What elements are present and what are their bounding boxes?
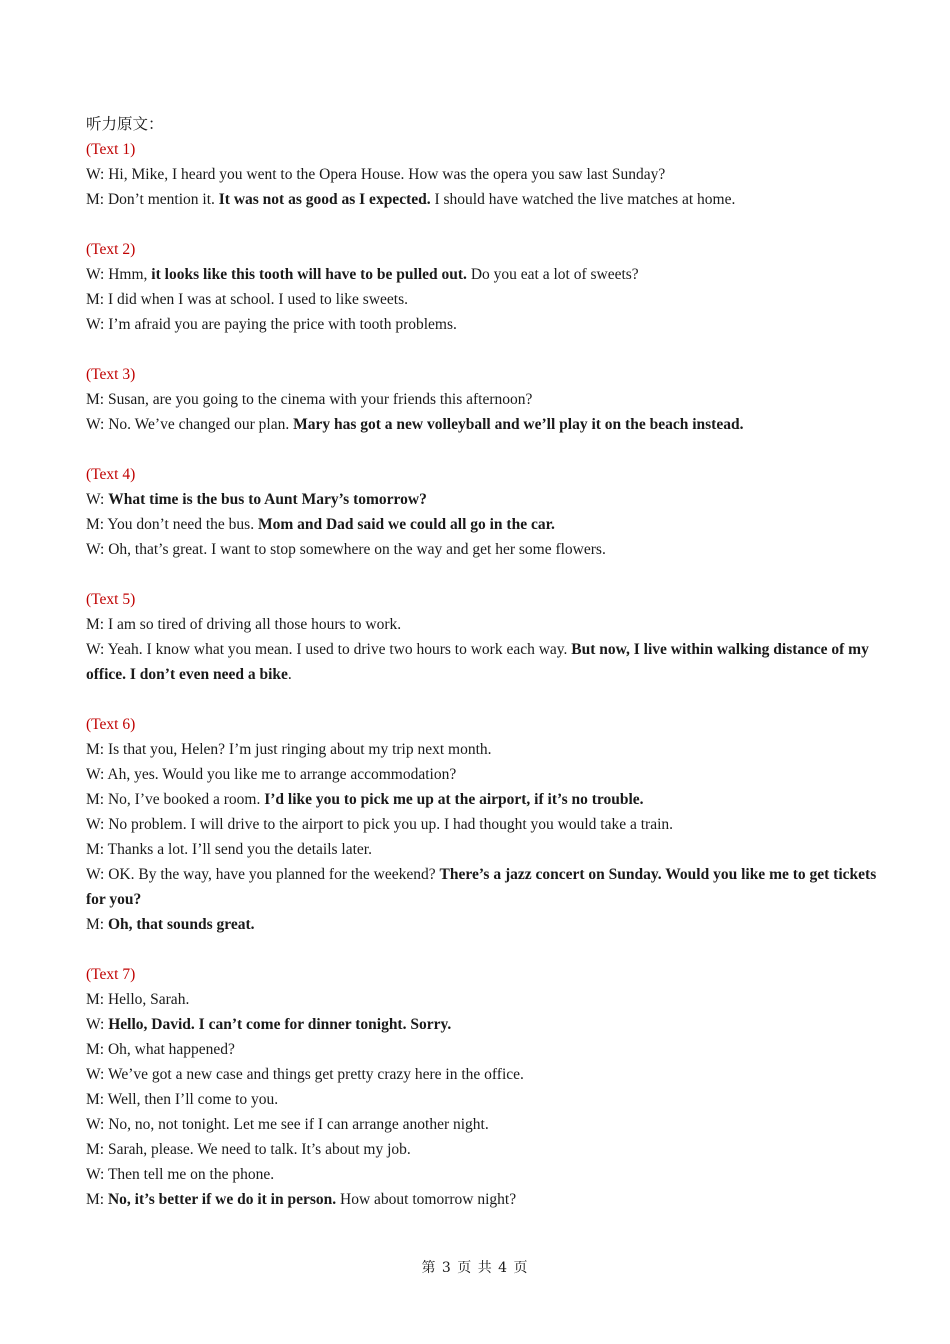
dialogue-line [86, 312, 886, 337]
dialogue-line [86, 1112, 886, 1137]
dialogue-text: M: [86, 916, 108, 933]
section-label: (Text 1) [86, 141, 136, 158]
text-section [86, 137, 886, 212]
section-label: (Text 3) [86, 366, 136, 383]
dialogue-text: M: Sarah, please. We need to talk. It’s about my job. [86, 1141, 411, 1158]
dialogue-text: W: We’ve got a new case and things get pretty crazy here in the office. [86, 1066, 524, 1083]
dialogue-text: M: Is that you, Helen? I’m just ringing about my trip next month. [86, 741, 492, 758]
dialogue-line [86, 612, 886, 637]
dialogue-text: W: Then tell me on the phone. [86, 1166, 275, 1183]
text-section [86, 362, 886, 437]
dialogue-text: M: I am so tired of driving all those hours to work. [86, 616, 402, 633]
dialogue-text: W: No. We’ve changed our plan. [86, 416, 294, 433]
dialogue-line [86, 837, 886, 862]
dialogue-line [86, 862, 886, 912]
key-sentence: it looks like this tooth will have to be pulled out. [151, 266, 467, 283]
dialogue-line [86, 1012, 886, 1037]
section-label: (Text 6) [86, 716, 136, 733]
section-label: (Text 5) [86, 591, 136, 608]
dialogue-line [86, 1187, 886, 1212]
dialogue-text: M: Susan, are you going to the cinema with your friends this afternoon? [86, 391, 533, 408]
dialogue-text: W: Ah, yes. Would you like me to arrange accommodation? [86, 766, 457, 783]
key-sentence: I’d like you to pick me up at the airport, if it’s no trouble. [264, 791, 644, 808]
dialogue-text: W: [86, 491, 109, 508]
key-sentence: Mom and Dad said we could all go in the car. [257, 516, 555, 533]
dialogue-text: W: Oh, that’s great. I want to stop somewhere on the way and get her some flowers. [86, 541, 606, 558]
dialogue-text: W: [86, 1016, 109, 1033]
transcript-sections [86, 137, 886, 1212]
key-sentence: Oh, that sounds great. [107, 916, 255, 933]
dialogue-line [86, 537, 886, 562]
dialogue-text: W: Yeah. I know what you mean. I used to drive two hours to work each way. [86, 641, 572, 658]
dialogue-text: M: Hello, Sarah. [86, 991, 190, 1008]
dialogue-text: M: You don’t need the bus. [86, 516, 258, 533]
dialogue-line [86, 737, 886, 762]
dialogue-text: W: I’m afraid you are paying the price with tooth problems. [86, 316, 457, 333]
dialogue-line [86, 412, 886, 437]
dialogue-text: M: Thanks a lot. I’ll send you the details later. [86, 841, 372, 858]
text-section [86, 237, 886, 337]
dialogue-text: W: No problem. I will drive to the airport to pick you up. I had thought you would take a train. [86, 816, 674, 833]
dialogue-line [86, 787, 886, 812]
dialogue-text: M: No, I’ve booked a room. [86, 791, 265, 808]
dialogue-line [86, 912, 886, 937]
dialogue-text: I should have watched the live matches at home. [430, 191, 736, 208]
dialogue-line [86, 1162, 886, 1187]
dialogue-line [86, 1062, 886, 1087]
dialogue-text: M: Well, then I’ll come to you. [86, 1091, 279, 1108]
document-body [86, 112, 886, 1237]
dialogue-line [86, 387, 886, 412]
key-sentence: What time is the bus to Aunt Mary’s tomorrow? [108, 491, 427, 508]
dialogue-text: W: OK. By the way, have you planned for the weekend? [86, 866, 440, 883]
dialogue-line [86, 487, 886, 512]
dialogue-text: M: I did when I was at school. I used to like sweets. [86, 291, 408, 308]
dialogue-text: W: Hi, Mike, I heard you went to the Opera House. How was the opera you saw last Sunday? [86, 166, 666, 183]
key-sentence: Hello, David. I can’t come for dinner tonight. Sorry. [108, 1016, 452, 1033]
dialogue-line [86, 987, 886, 1012]
section-label: (Text 7) [86, 966, 136, 983]
dialogue-line [86, 637, 886, 687]
dialogue-line [86, 512, 886, 537]
dialogue-text: How about tomorrow night? [336, 1191, 517, 1208]
dialogue-line [86, 287, 886, 312]
dialogue-text: W: Hmm, [86, 266, 152, 283]
key-sentence: It was not as good as I expected. [218, 191, 431, 208]
dialogue-text: W: No, no, not tonight. Let me see if I can arrange another night. [86, 1116, 489, 1133]
key-sentence: But now, I live within walking distance of my office. I don’t even need a bike [86, 641, 869, 683]
dialogue-line [86, 1087, 886, 1112]
section-label: (Text 4) [86, 466, 136, 483]
dialogue-line [86, 162, 886, 187]
dialogue-line [86, 262, 886, 287]
dialogue-text: Do you eat a lot of sweets? [466, 266, 639, 283]
page-footer: 第 3 页 共 4 页 [421, 1260, 529, 1276]
section-label: (Text 2) [86, 241, 136, 258]
key-sentence: No, it’s better if we do it in person. [107, 1191, 337, 1208]
key-sentence: Mary has got a new volleyball and we’ll play it on the beach instead. [293, 416, 744, 433]
dialogue-line [86, 1037, 886, 1062]
dialogue-line [86, 1137, 886, 1162]
dialogue-line [86, 812, 886, 837]
text-section [86, 587, 886, 687]
text-section [86, 462, 886, 562]
dialogue-text: M: [86, 1191, 108, 1208]
key-sentence: There’s a jazz concert on Sunday. Would you like me to get tickets for you? [86, 866, 877, 908]
transcript-heading: 听力原文： [86, 116, 164, 133]
dialogue-line [86, 762, 886, 787]
text-section [86, 962, 886, 1212]
dialogue-text: M: Oh, what happened? [86, 1041, 235, 1058]
dialogue-text: M: Don’t mention it. [86, 191, 219, 208]
dialogue-line [86, 187, 886, 212]
dialogue-text: . [287, 666, 292, 683]
text-section [86, 712, 886, 937]
